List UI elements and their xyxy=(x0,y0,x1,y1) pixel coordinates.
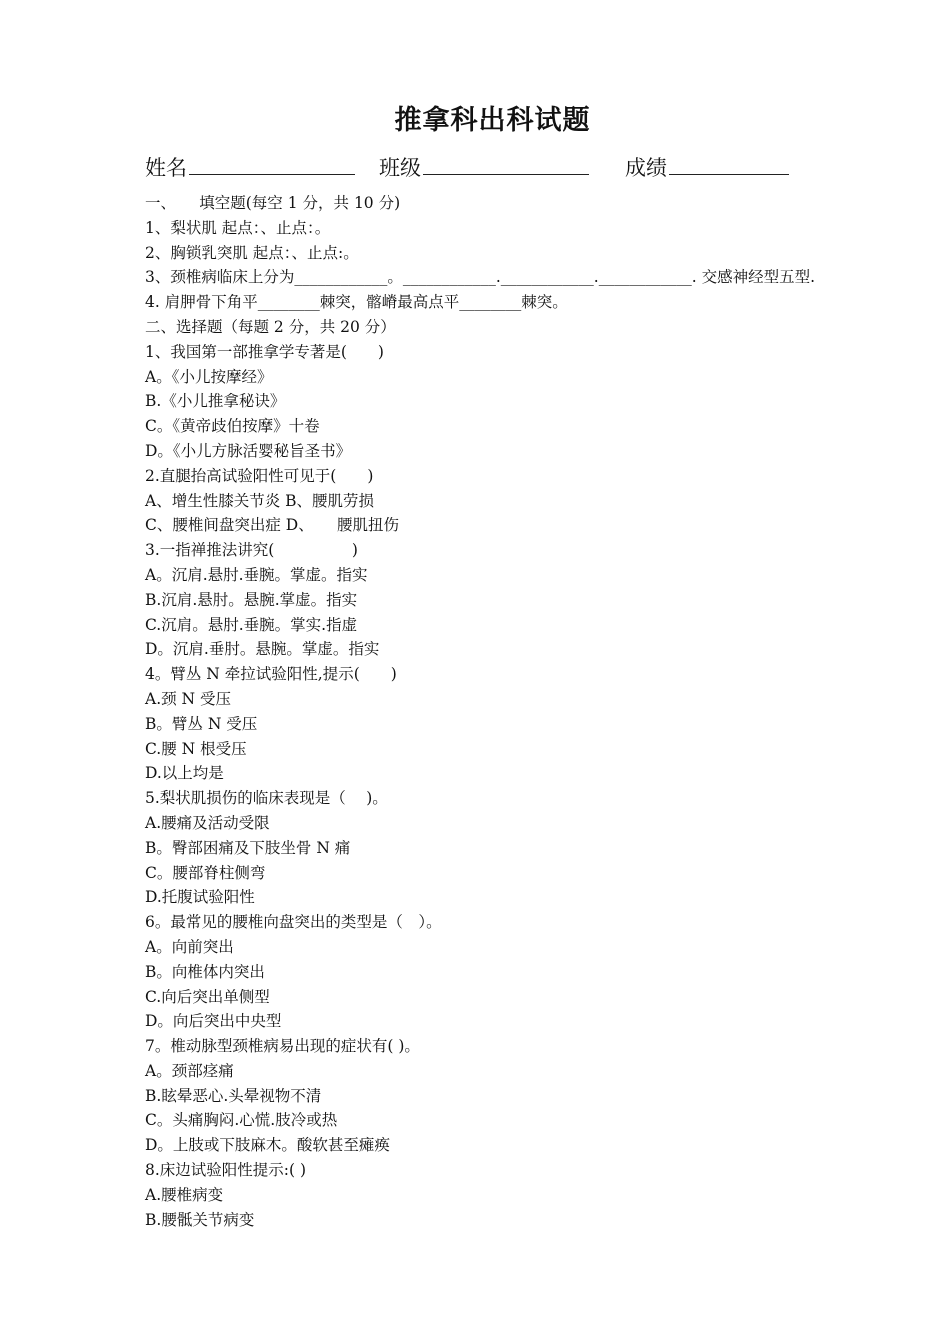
section-heading: 二、选择题（每题 2 分，共 20 分） xyxy=(145,317,396,336)
option-line: D。沉肩.垂肘。悬腕。掌虚。指实 xyxy=(145,640,380,659)
option-line: A、增生性膝关节炎 B、腰肌劳损 xyxy=(145,491,375,510)
option-line: D.以上均是 xyxy=(145,764,224,783)
class-label: 班级 xyxy=(379,156,421,180)
option-line: D.托腹试验阳性 xyxy=(145,888,255,907)
question-line: 3.一指禅推法讲究( ) xyxy=(145,541,358,560)
name-field xyxy=(145,152,355,182)
option-line: B。向椎体内突出 xyxy=(145,962,265,981)
option-line: C.向后突出单侧型 xyxy=(145,987,270,1006)
question-line: 4. 肩胛骨下角平________棘突，髂嵴最高点平________棘突。 xyxy=(145,293,568,312)
option-line: B.眩晕恶心.头晕视物不清 xyxy=(145,1086,322,1105)
option-line: C。《黄帝歧伯按摩》十卷 xyxy=(145,417,320,436)
question-line: 5.梨状肌损伤的临床表现是（ )。 xyxy=(145,789,388,808)
student-info-row xyxy=(145,152,825,186)
option-line: A.腰痛及活动受限 xyxy=(145,813,270,832)
option-line: B.《小儿推拿秘诀》 xyxy=(145,392,286,411)
question-line: 8.床边试验阳性提示:( ) xyxy=(145,1161,307,1180)
score-field xyxy=(625,152,789,182)
option-line: D。《小儿方脉活婴秘旨圣书》 xyxy=(145,441,352,460)
option-line: A。《小儿按摩经》 xyxy=(145,367,273,386)
option-line: C.腰 N 根受压 xyxy=(145,739,247,758)
name-blank[interactable] xyxy=(189,152,355,175)
option-line: C、腰椎间盘突出症 D、 腰肌扭伤 xyxy=(145,516,399,535)
option-line: C.沉肩。悬肘.垂腕。掌实.指虚 xyxy=(145,615,358,634)
question-line: 1、梨状肌 起点：、止点：。 xyxy=(145,218,331,237)
question-line: 3、颈椎病临床上分为____________。____________.____________.____________. 交感神经型五型. xyxy=(145,268,815,287)
score-label: 成绩 xyxy=(625,156,667,180)
option-line: A.颈 N 受压 xyxy=(145,689,232,708)
option-line: B.腰骶关节病变 xyxy=(145,1210,255,1229)
name-label: 姓名 xyxy=(145,156,187,180)
question-line: 4。臂丛 N 牵拉试验阳性,提示( ) xyxy=(145,665,397,684)
section-heading: 一、 填空题(每空 1 分，共 10 分) xyxy=(145,194,401,212)
option-line: A.腰椎病变 xyxy=(145,1185,224,1204)
question-line: 1、我国第一部推拿学专著是( ) xyxy=(145,342,384,361)
option-line: C。腰部脊柱侧弯 xyxy=(145,863,266,882)
option-line: A。颈部痉痛 xyxy=(145,1061,234,1080)
question-line: 6。最常见的腰椎向盘突出的类型是（ ）。 xyxy=(145,913,442,932)
class-field xyxy=(379,152,589,182)
class-blank[interactable] xyxy=(423,152,589,175)
question-line: 2、胸锁乳突肌 起点：、止点:。 xyxy=(145,243,359,262)
option-line: B。臂丛 N 受压 xyxy=(145,714,258,733)
option-line: D。上肢或下肢麻木。酸软甚至瘫痪 xyxy=(145,1136,390,1155)
option-line: B.沉肩.悬肘。悬腕.掌虚。指实 xyxy=(145,590,358,609)
question-line: 7。椎动脉型颈椎病易出现的症状有( )。 xyxy=(145,1037,420,1056)
question-line: 2.直腿抬高试验阳性可见于( ) xyxy=(145,466,374,485)
document-title: 推拿科出科试题 xyxy=(394,105,591,136)
option-line: A。向前突出 xyxy=(145,937,234,956)
exam-body xyxy=(145,191,815,1232)
option-line: C。头痛胸闷.心慌.肢冷或热 xyxy=(145,1111,338,1130)
score-blank[interactable] xyxy=(669,152,789,175)
option-line: D。向后突出中央型 xyxy=(145,1012,282,1031)
option-line: A。沉肩.悬肘.垂腕。掌虚。指实 xyxy=(145,565,368,584)
option-line: B。臀部困痛及下肢坐骨 N 痛 xyxy=(145,838,351,857)
